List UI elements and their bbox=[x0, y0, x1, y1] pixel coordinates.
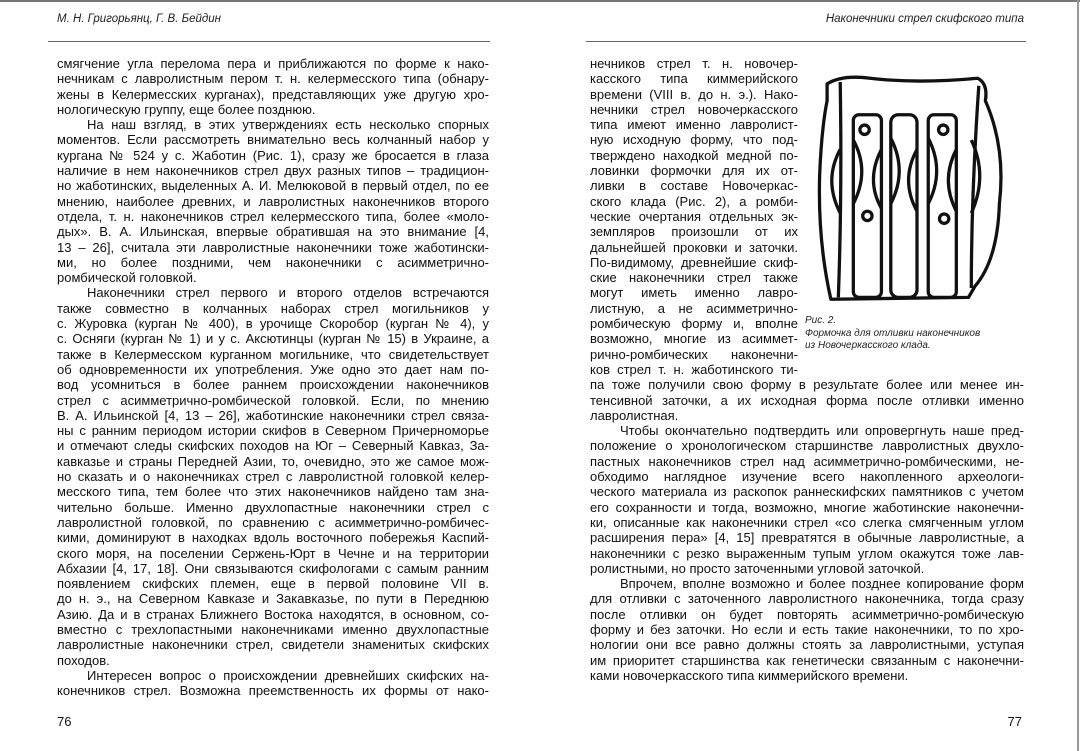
text-line: ки, описанные как наконечники стрел «со слегка смягченным углом bbox=[590, 514, 1024, 530]
paragraph bbox=[57, 285, 489, 667]
scan-border-right bbox=[1077, 0, 1079, 751]
text-line: месского типа, тем более что этих наконечников найдено там зна- bbox=[57, 484, 489, 500]
text-line: моментов. Если рассмотреть внимательно весь колчанный набор у bbox=[57, 132, 489, 148]
text-line: ческие очертания отдельных эк- bbox=[590, 208, 798, 224]
text-line: Абхазии [4, 17, 18]. Они связываются скифологами с самым ранним bbox=[57, 560, 489, 576]
text-line: ми, но более поздними, чем наконечники с асимметрично- bbox=[57, 254, 489, 270]
page-number-left: 76 bbox=[57, 714, 72, 729]
text-line: тверждено находкой медной по- bbox=[590, 147, 798, 163]
text-line: стрел с асимметрично-ромбической головкой. Если, по мнению bbox=[57, 392, 489, 408]
text-line: чительно больше. Именно двухлопастные наконечники стрел с bbox=[57, 499, 489, 515]
text-line: мнению, наиболее древних, и лавролистных наконечников второго bbox=[57, 193, 489, 209]
text-line: Интересен вопрос о происхождении древнейших скифских на- bbox=[87, 667, 489, 683]
header-rule-right bbox=[586, 41, 1026, 42]
paragraph bbox=[57, 117, 489, 285]
text-line: также совместно в колчанных наборах стрел могильников у bbox=[57, 300, 489, 316]
text-line: ков стрел т. н. жаботинского ти- bbox=[590, 361, 798, 377]
text-line: В. А. Ильинской [4, 13 – 26], жаботинские наконечники стрел связа- bbox=[57, 407, 489, 423]
text-line: лавролистной головкой, по сравнению с асимметрично-ромбичес- bbox=[57, 514, 489, 530]
text-line: нечники стрел новочеркасского bbox=[590, 101, 798, 117]
text-line: но сказать и о наконечниках стрел с лавролистной головкой келер- bbox=[57, 469, 489, 485]
paragraph bbox=[590, 423, 1024, 576]
text-line: возможно, многие из асиммет- bbox=[590, 331, 798, 347]
text-line: смягчение угла перелома пера и приближаются по форме к нако- bbox=[57, 56, 489, 71]
text-line: Чтобы окончательно подтвердить или опровергнуть наше пред- bbox=[620, 423, 1024, 439]
text-line: ную исходную форму, что под- bbox=[590, 132, 798, 148]
text-line: лавролистная. bbox=[590, 407, 679, 423]
left-page-body bbox=[57, 56, 489, 698]
figure-caption-line: из Новочеркасского клада. bbox=[805, 340, 931, 351]
text-line: обходимо наглядное изучение всего накопленного археологи- bbox=[590, 469, 1024, 485]
text-line: Наконечники стрел первого и второго отделов встречаются bbox=[87, 285, 489, 301]
text-line: кими, доминируют в находках вдоль восточного побережья Каспий- bbox=[57, 530, 489, 546]
figure-caption-line: Формочка для отливки наконечников bbox=[805, 327, 981, 339]
text-line: ского клада (Рис. 2), а ромби- bbox=[590, 193, 798, 209]
text-line: походов. bbox=[57, 652, 110, 668]
text-line: 13 – 26], считала эти лавролистные наконечники тоже жаботински- bbox=[57, 239, 489, 255]
running-head-right: Наконечники стрел скифского типа bbox=[825, 13, 1024, 25]
text-line: На наш взгляд, в этих утверждениях есть несколько спорных bbox=[87, 117, 489, 133]
text-line: нечникам с лавролистным пером т. н. келермесского типа (обнару- bbox=[57, 71, 489, 87]
text-line: наличие в нем наконечников стрел двух разных типов – традицион- bbox=[57, 163, 489, 179]
text-line: дых». В. А. Ильинская, впервые обратившая на это внимание [4, bbox=[57, 224, 489, 240]
text-line: форму и без заточки. Но если и есть такие наконечники, то по хро- bbox=[590, 621, 1024, 637]
text-line: вместно с трехлопастными наконечниками именно двухлопастные bbox=[57, 621, 489, 637]
text-line: типа имеют именно лавролист- bbox=[590, 117, 798, 133]
paragraph bbox=[57, 668, 489, 699]
paragraph bbox=[57, 56, 489, 117]
text-line: положение о хронологическом старшинстве лавролистных двухло- bbox=[590, 438, 1024, 454]
figure-casting-mold bbox=[814, 60, 1020, 310]
text-line: кавказье и страны Передней Азии, то, очевидно, это же самое мож- bbox=[57, 453, 489, 469]
text-line: после отливки он будет повторять асимметрично-ромбическую bbox=[590, 606, 1024, 622]
text-line: нологии они все равно должны стоять за лавролистными, уступая bbox=[590, 637, 1024, 653]
text-line: также в Келермесском курганном могильнике, что свидетельствует bbox=[57, 346, 489, 362]
text-line: касского типа киммерийского bbox=[590, 71, 798, 87]
text-line: листную, а не асимметрично- bbox=[590, 300, 798, 316]
text-line: Азию. Да и в странах Ближнего Востока находятся, в основном, со- bbox=[57, 606, 489, 622]
scan-border-top bbox=[0, 0, 1080, 2]
text-line: для отливки с заточенного лавролистного наконечника, тогда сразу bbox=[590, 591, 1024, 607]
text-line: об одновременности их употребления. Уже одно это дает нам по- bbox=[57, 361, 489, 377]
header-rule-left bbox=[48, 41, 490, 42]
text-line: земпляров произошли от их bbox=[590, 224, 798, 240]
text-line: нологическую группу, еще более позднюю. bbox=[57, 101, 316, 117]
text-line: ческого материала из раскопок раннескифских памятников с учетом bbox=[590, 484, 1024, 500]
text-line: могут иметь именно лавро- bbox=[590, 285, 798, 301]
text-line: с. Журовка (курган № 400), в урочище Скоробор (курган № 4), у bbox=[57, 316, 489, 332]
figure-caption bbox=[805, 315, 980, 353]
text-line: жены в Келермесских курганах), представляющих уже другую хро- bbox=[57, 86, 489, 102]
text-line: рично-ромбических наконечни- bbox=[590, 346, 798, 362]
text-line: лавролистные наконечники стрел, свидетели знаменитых скифских bbox=[57, 637, 489, 653]
text-line: и отмечают следы скифских походов на Юг – Северный Кавказ, За- bbox=[57, 438, 489, 454]
text-line: дальнейшей проковки и заточки. bbox=[590, 239, 798, 255]
casting-mold-drawing bbox=[814, 60, 1020, 310]
text-line: ны с ранним периодом истории скифов в Северном Причерноморье bbox=[57, 423, 489, 439]
text-line: По-видимому, древнейшие скиф- bbox=[590, 254, 798, 270]
text-line: ками новочеркасского типа киммерийского времени. bbox=[590, 667, 909, 683]
text-line: времени (VIII в. до н. э.). Нако- bbox=[590, 86, 798, 102]
figure-label: Рис. 2. bbox=[805, 315, 837, 326]
text-line: нечников стрел т. н. новочер- bbox=[590, 56, 798, 71]
text-line: ские наконечники стрел также bbox=[590, 270, 798, 286]
text-line: ливки в составе Новочеркас- bbox=[590, 178, 798, 194]
text-line: им приоритет старшинства как генетически связанным с наконечни- bbox=[590, 652, 1024, 668]
text-line: вод усомниться в более раннем происхождении наконечников bbox=[57, 377, 489, 393]
text-line: Впрочем, вполне возможно и более позднее копирование форм bbox=[620, 576, 1024, 592]
text-line: ловинки формочки для их от- bbox=[590, 163, 798, 179]
text-line: конечников стрел. Возможна преемственность их формы от нако- bbox=[57, 683, 489, 699]
paragraph bbox=[590, 576, 1024, 683]
text-line: отдела, т. н. наконечников стрел келермесского типа, более «моло- bbox=[57, 208, 489, 224]
text-line: с. Осняги (курган № 1) и у с. Аксютинцы (курган № 15) в Украине, а bbox=[57, 331, 489, 347]
text-line: но жаботинских, выделенных А. И. Мелюковой в первый отдел, по ее bbox=[57, 178, 489, 194]
text-line: до н. э., на Северном Кавказе и Закавказье, по пути в Переднюю bbox=[57, 591, 489, 607]
text-line: кургана № 524 у с. Жаботин (Рис. 1), сразу же бросается в глаза bbox=[57, 147, 489, 163]
text-line: пастных наконечников стрел над асимметрично-ромбическими, не- bbox=[590, 453, 1024, 469]
page-number-right: 77 bbox=[1007, 714, 1022, 729]
running-head-left: М. Н. Григорьянц, Г. В. Бейдин bbox=[57, 13, 221, 25]
text-line: тенсивной заточки, а их исходная форма после отливки именно bbox=[590, 392, 1024, 408]
text-line: ромбической головкой. bbox=[57, 270, 197, 286]
text-line: появлением скифских племен, еще в первой половине VII в. bbox=[57, 576, 489, 592]
text-line: расширения пера» [4, 15] превратятся в обычные лавролистные, а bbox=[590, 530, 1024, 546]
text-line: ского моря, на поселении Сержень-Юрт в Чечне и на территории bbox=[57, 545, 489, 561]
text-line: его сохранности и тогда, возможно, многие жаботинские наконечни- bbox=[590, 499, 1024, 515]
text-line: па тоже получили свою форму в результате более или менее ин- bbox=[590, 377, 1024, 393]
text-line: наконечники с резко выраженным тупым углом окажутся тоже лав- bbox=[590, 545, 1024, 561]
text-line: ролистными, но просто заточенными угловой заточкой. bbox=[590, 560, 925, 576]
text-line: ромбическую форму и, вполне bbox=[590, 316, 798, 332]
